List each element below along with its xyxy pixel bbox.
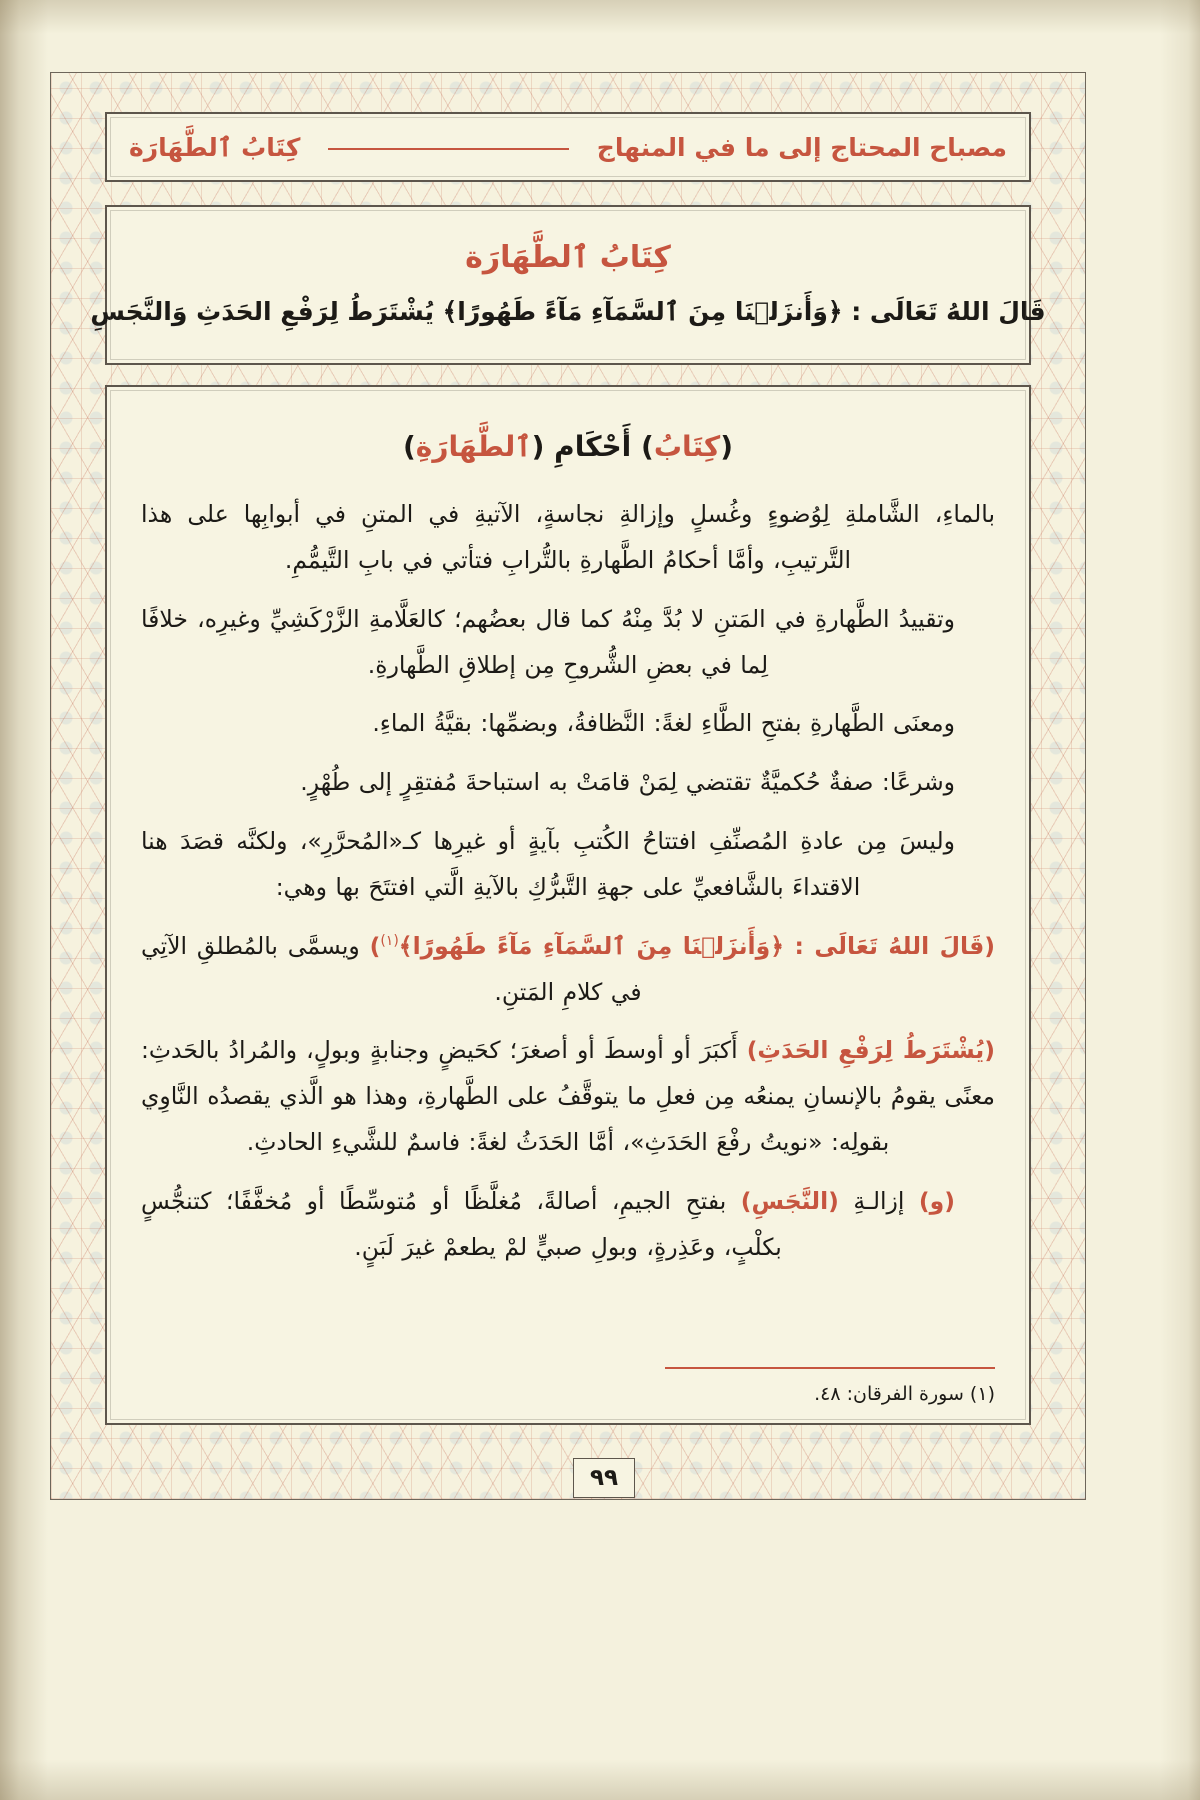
paper-edge-bottom [0, 1760, 1200, 1800]
section-heading-paren-close-1: ) [641, 430, 654, 463]
paragraph-4: وشرعًا: صفةٌ حُكميَّةٌ تقتضي لِمَنْ قامَتْ به استباحةَ مُفتقِرٍ إلى طُهْرٍ. [300, 768, 955, 797]
commentary-body-box [105, 385, 1031, 1425]
section-heading-paren-open: ( [720, 430, 733, 463]
footnote-text: (١) سورة الفرقان: ٤٨. [814, 1382, 995, 1405]
running-header-book-title: مصباح المحتاج إلى ما في المنهاج [596, 132, 1007, 162]
paragraph-najas-izalah: إزالـةِ [838, 1186, 919, 1215]
paragraph-hadath-commentary: أَكبَرَ أو أوسطَ أو أصغرَ؛ كحَيضٍ وجنابةٍ وبولٍ، والمُرادُ بالحَدثِ: معنًى يقومُ بالإنسانِ يمنعُه مِن فعلِ ما يتوقَّفُ على الطَّهارةِ، وهذا هو الَّذي يقصدُه النَّاوِي بقولِه: «نويتُ رفْعَ الحَدَثِ»، أمَّا الحَدَثُ لغةً: فاسمٌ للشَّيءِ الحادثِ. [141, 1036, 995, 1156]
footnote-marker: (١) [380, 932, 399, 949]
paper-edge-top [0, 0, 1200, 34]
footnote-area [141, 1361, 995, 1409]
section-heading-kitab: كِتَابُ [653, 430, 721, 463]
matn-quote-waw: (و) [918, 1186, 955, 1215]
section-heading [141, 427, 995, 466]
section-heading-paren-open-2: ( [531, 430, 545, 463]
chapter-title: كِتَابُ ٱلطَّهَارَة [465, 239, 671, 275]
quoted-verse-close-paren: ) [369, 931, 381, 960]
paragraph-najas [141, 1179, 995, 1271]
section-heading-paren-close-2: ) [403, 430, 416, 463]
paragraph-3: ومعنَى الطَّهارةِ بفتحِ الطَّاءِ لغةً: النَّظافةُ، وبضمِّها: بقيَّةُ الماءِ. [372, 709, 955, 738]
paragraph-2: وتقييدُ الطَّهارةِ في المَتنِ لا بُدَّ مِنْهُ كما قال بعضُهم؛ كالعَلَّامةِ الزَّرْكَشِيِّ وغيرِه، خلافًا لِما في بعضِ الشُّروحِ مِن إطلاقِ الطَّهارةِ. [141, 604, 955, 679]
matn-text: قَالَ اللهُ تَعَالَى : ﴿وَأَنزَلۡنَا مِنَ ٱلسَّمَآءِ مَآءً طَهُورًا﴾ يُشْتَرَطُ لِرَفْعِ الحَدَثِ وَالنَّجَسِ [90, 296, 1046, 326]
paper-edge-right [1160, 0, 1200, 1800]
paragraph-najas-commentary: بفتحِ الجيمِ، أصالةً، مُغلَّظًا أو مُتوسِّطًا أو مُخفَّفًا؛ كتنجُّسٍ بكلْبٍ، وعَذِرةٍ، وبولِ صبيٍّ لمْ يطعمْ غيرَ لَبَنٍ. [141, 1186, 782, 1261]
title-and-matn-box [90, 205, 1046, 365]
running-header-chapter: كِتَابُ ٱلطَّهَارَة [129, 132, 301, 162]
page-number-box [573, 1458, 635, 1498]
section-heading-taharah: ٱلطَّهَارَةِ [415, 430, 532, 463]
running-header-rule [328, 148, 568, 150]
quoted-verse-commentary: ويسمَّى بالمُطلقِ الآتِي في كلامِ المَتنِ. [141, 931, 642, 1006]
section-heading-ahkam: أَحْكَامِ [544, 430, 642, 463]
footnote-separator-rule [665, 1367, 995, 1369]
paragraph-hadath [141, 1028, 995, 1165]
quoted-verse-red: (قَالَ اللهُ تَعَالَى : ﴿وَأَنزَلۡنَا مِنَ ٱلسَّمَآءِ مَآءً طَهُورًا﴾ [398, 931, 995, 960]
matn-quote-najas: (النَّجَسِ) [740, 1186, 839, 1215]
page-number: ٩٩ [589, 1465, 619, 1491]
running-header-band [105, 112, 1031, 182]
paragraph-1: بالماءِ، الشَّاملةِ لِوُضوءٍ وغُسلٍ وإزالةِ نجاسةٍ، الآتيةِ في المتنِ في أبوابِها على هذا التَّرتيبِ، وأمَّا أحكامُ الطَّهارةِ بالتُّرابِ فتأتي في بابِ التَّيمُّمِ. [141, 500, 995, 574]
paper-edge-left [0, 0, 48, 1800]
matn-quote-hadath: (يُشْتَرَطُ لِرَفْعِ الحَدَثِ) [746, 1036, 996, 1065]
running-header-content [129, 133, 1007, 162]
paragraph-5: وليسَ مِن عادةِ المُصنِّفِ افتتاحُ الكُتبِ بآيةٍ أو غيرِها كـ«المُحرَّرِ»، ولكنَّه قصَدَ هنا الاقتداءَ بالشَّافعيِّ على جهةِ التَّبرُّكِ بالآيةِ الَّتي افتتَحَ بها وهي: [141, 827, 955, 901]
paragraph-quran-quote [141, 924, 995, 1016]
